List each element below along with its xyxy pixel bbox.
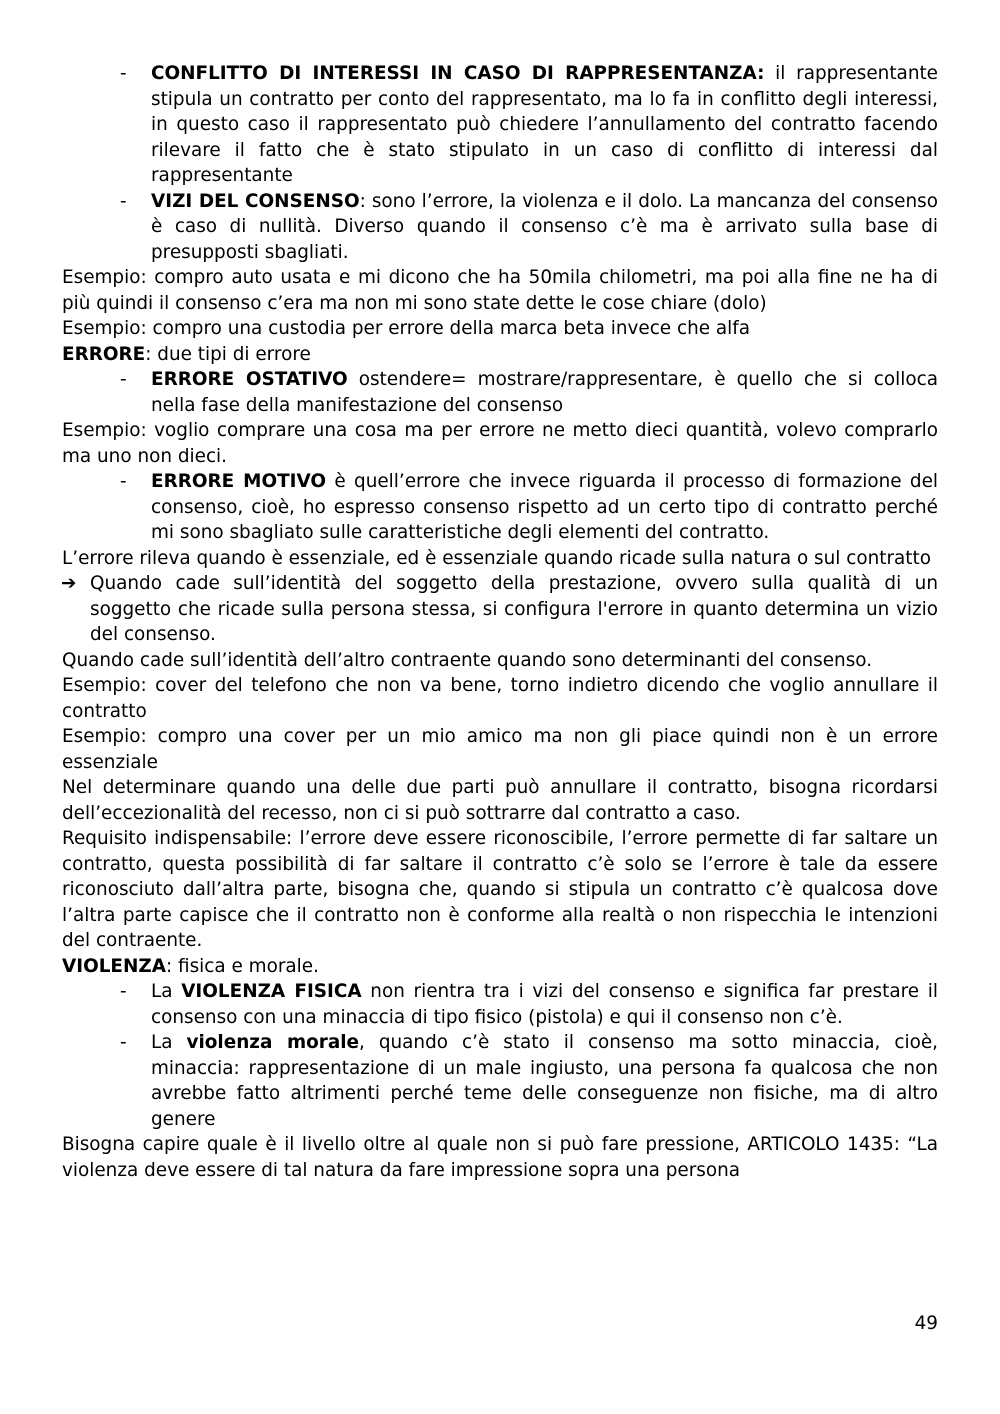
bold-term: violenza morale [186, 1032, 359, 1053]
body-text: ostendere= mostrare/rappresentare, è quello che si colloca nella fase della manifestazione del consenso [151, 369, 938, 416]
bold-term: VIOLENZA FISICA [181, 981, 362, 1002]
dash-marker: - [120, 1032, 127, 1053]
body-text: Esempio: compro una custodia per errore della marca beta invece che alfa [62, 318, 751, 339]
bold-term: ERRORE MOTIVO [151, 471, 327, 492]
paragraph [62, 954, 938, 980]
dash-marker: - [120, 981, 127, 1002]
bold-term: CONFLITTO DI INTERESSI IN CASO DI RAPPRESENTANZA: [151, 63, 765, 84]
body-text: : due tipi di errore [145, 343, 311, 365]
body-text: Nel determinare quando una delle due parti può annullare il contratto, bisogna ricordarsi dell’eccezionalità del recesso, non ci si può sottrarre dal contratto a caso. [62, 777, 938, 824]
body-text: non rientra tra i vizi del consenso e significa far prestare il consenso con una minaccia di tipo fisico (pistola) e qui il consenso non c’è. [151, 981, 938, 1028]
body-text: Requisito indispensabile: l’errore deve essere riconoscibile, l’errore permette di far saltare un contratto, questa possibilità di far saltare il contratto c’è solo se l’errore è tale da essere riconosciuto dall’altra parte, bisogna che, quando si stipula un contratto c’è qualcosa dove l’altra parte capisce che il contratto non è conforme alla realtà o non rispecchia le intenzioni del contraente. [62, 828, 938, 951]
text-prefix: La [151, 1032, 187, 1053]
body-text: il rappresentante stipula un contratto per conto del rappresentato, ma lo fa in conflitto degli interessi, in questo caso il rappresentato può chiedere l’annullamento del contratto facendo rilevare il fatto che è stato stipulato in un caso di conflitto di interessi dal rappresentante [151, 63, 938, 186]
body-text: Esempio: cover del telefono che non va bene, torno indietro dicendo che voglio annullare il contratto [62, 675, 938, 722]
bullet-item [120, 979, 938, 1030]
page-body [62, 61, 938, 1183]
dash-marker: - [120, 63, 127, 84]
paragraph [62, 546, 938, 572]
bullet-item [120, 61, 938, 189]
paragraph [62, 775, 938, 826]
bullet-item [120, 469, 938, 546]
page-number: 49 [914, 1313, 938, 1334]
bold-term: ERRORE OSTATIVO [151, 369, 348, 390]
body-text: Bisogna capire quale è il livello oltre al quale non si può fare pressione, ARTICOLO 1435: “La violenza deve essere di tal natura da fare impressione sopra una persona [62, 1134, 938, 1181]
body-text: , quando c’è stato il consenso ma sotto minaccia, cioè, minaccia: rappresentazione di un male ingiusto, una persona fa qualcosa che non avrebbe fatto altrimenti perché teme delle conseguenze non fisiche, ma di altro genere [151, 1032, 938, 1130]
body-text: : sono l’errore, la violenza e il dolo. La mancanza del consenso è caso di nullità. Diverso quando il consenso c’è ma è arrivato sulla base di presupposti sbagliati. [151, 190, 938, 263]
paragraph [62, 826, 938, 954]
body-text: è quell’errore che invece riguarda il processo di formazione del consenso, cioè, ho espresso consenso rispetto ad un certo tipo di contratto perché mi sono sbagliato sulle caratteristiche degli elementi del contratto. [151, 471, 938, 543]
paragraph [62, 265, 938, 316]
body-text: Quando cade sull’identità dell’altro contraente quando sono determinanti del consenso. [62, 649, 873, 671]
bullet-item [120, 367, 938, 418]
paragraph [62, 648, 938, 674]
dash-marker: - [120, 190, 127, 212]
bold-term: VIZI DEL CONSENSO [151, 190, 360, 212]
bold-term: VIOLENZA [62, 955, 166, 977]
arrow-icon: ➔ [61, 573, 77, 594]
body-text: Quando cade sull’identità del soggetto della prestazione, ovvero sulla qualità di un soggetto che ricade sulla persona stessa, si configura l'errore in quanto determina un vizio del consenso. [90, 573, 938, 645]
body-text: L’errore rileva quando è essenziale, ed è essenziale quando ricade sulla natura o sul contratto [62, 547, 931, 569]
arrow-item [61, 571, 938, 648]
body-text: Esempio: compro una cover per un mio amico ma non gli piace quindi non è un errore essenziale [62, 726, 938, 773]
dash-marker: - [120, 471, 127, 492]
paragraph [62, 316, 938, 342]
bold-term: ERRORE [62, 343, 146, 365]
bullet-item [120, 1030, 938, 1132]
paragraph [62, 418, 938, 469]
body-text: Esempio: compro auto usata e mi dicono che ha 50mila chilometri, ma poi alla fine ne ha di più quindi il consenso c’era ma non mi sono state dette le cose chiare (dolo) [62, 267, 938, 314]
bullet-item [120, 189, 938, 266]
body-text: Esempio: voglio comprare una cosa ma per errore ne metto dieci quantità, volevo comprarlo ma uno non dieci. [62, 420, 938, 467]
text-prefix: La [151, 981, 182, 1002]
dash-marker: - [120, 369, 127, 390]
body-text: : fisica e morale. [165, 955, 319, 977]
paragraph [62, 673, 938, 724]
paragraph [62, 724, 938, 775]
paragraph [62, 342, 938, 368]
paragraph [62, 1132, 938, 1183]
